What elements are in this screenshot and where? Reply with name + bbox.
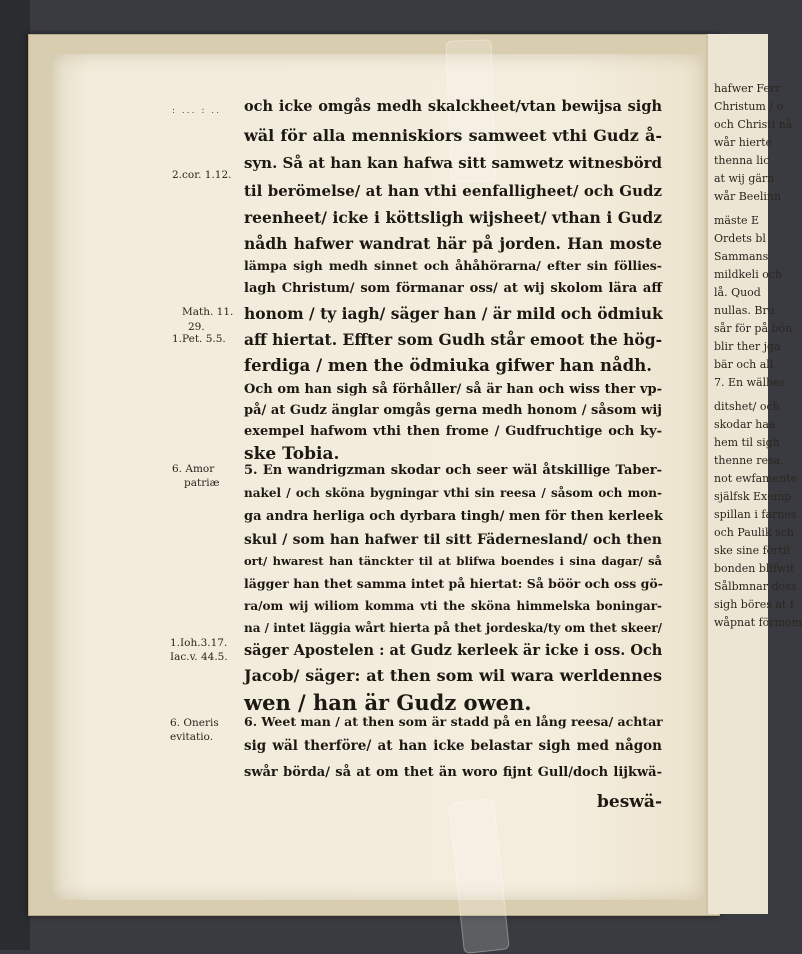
facing-page-line: hem til sigh — [714, 436, 780, 449]
facing-page-line: och Paulik sch — [714, 526, 795, 539]
text-line: exempel hafwom vthi then frome / Gudfruchtige och ky- — [244, 424, 662, 439]
facing-page-line: Christum / o — [714, 100, 784, 113]
facing-page-line: lå. Quod — [714, 286, 761, 299]
margin-note: 6. Oneris — [170, 717, 219, 729]
text-line: 5. En wandrigzman skodar och seer wäl åtskillige Taber- — [244, 463, 662, 478]
facing-page-line: spillan i farnes — [714, 508, 797, 521]
margin-note: Math. 11. — [182, 306, 234, 318]
facing-page-line: Sålbmnar doss — [714, 580, 797, 593]
text-line: nådh hafwer wandrat här på jorden. Han moste — [244, 234, 662, 253]
facing-page-line: ditshet/ och — [714, 400, 780, 413]
facing-page-line: ske sine förtil — [714, 544, 790, 557]
text-line: aff hiertat. Effter som Gudh står emoot the hög- — [244, 330, 663, 349]
text-line: na / intet läggia wårt hierta på thet jordeska/ty om thet skeer/ — [244, 621, 663, 635]
facing-page-line: nullas. Bru — [714, 304, 775, 317]
facing-page-line: wåpnat förmom — [714, 616, 802, 629]
facing-page — [706, 34, 802, 914]
text-line: lämpa sigh medh sinnet och åhåhörarna/ efter sin föllies- — [244, 258, 662, 273]
facing-page-line: skodar haa — [714, 418, 776, 431]
text-line: syn. Så at han kan hafwa sitt samwetz witnesbörd — [244, 154, 662, 172]
text-line: lagh Christum/ som förmanar oss/ at wij skolom lära aff — [244, 281, 662, 296]
text-line: säger Apostelen : at Gudz kerleek är icke i oss. Och — [244, 642, 663, 659]
facing-page-line: själfsk Exemp — [714, 490, 792, 503]
margin-note: evitatio. — [170, 731, 214, 743]
facing-page-line: och Christi nå — [714, 118, 793, 131]
text-line: på/ at Gudz änglar omgås gerna medh honom / såsom wij — [244, 403, 662, 418]
facing-page-line: wår Beelinn — [714, 190, 782, 203]
text-line: lägger han thet samma intet på hiertat: Så böör och oss gö- — [244, 576, 663, 591]
margin-note: Iac.v. 44.5. — [170, 651, 228, 663]
text-line: reenheet/ icke i köttsligh wijsheet/ vthan i Gudz — [244, 208, 662, 227]
facing-page-line: thenne resa. — [714, 454, 784, 467]
facing-page-line: Ordets bl — [714, 232, 766, 245]
facing-page-line: blir ther jga — [714, 340, 781, 353]
text-line: Jacob/ säger: at then som wil wara werldennes — [244, 666, 662, 685]
facing-page-line: 7. En wälbes — [714, 376, 786, 389]
text-line: ra/om wij wiliom komma vti the sköna himmelska boningar- — [244, 599, 662, 613]
text-line: honom / ty iagh/ säger han / är mild och ödmiuk — [244, 304, 663, 323]
text-line: ferdiga / men the ödmiuka gifwer han nådh. — [244, 356, 652, 375]
facing-page-line: sigh böres at f — [714, 598, 794, 611]
margin-note: 1.Ioh.3.17. — [170, 637, 228, 649]
backdrop — [0, 0, 30, 950]
text-line: 6. Weet man / at then som är stadd på en lång reesa/ achtar — [244, 714, 663, 729]
facing-page-line: mildkeli och — [714, 268, 783, 281]
margin-note: 6. Amor — [172, 463, 215, 475]
facing-page-line: bonden blifwit — [714, 562, 795, 575]
text-line: ske Tobia. — [244, 444, 340, 464]
facing-page-line: at wij gärn — [714, 172, 775, 185]
text-line: ga andra herliga och dyrbara tingh/ men för then kerleek — [244, 509, 663, 524]
text-line: sig wäl therföre/ at han icke belastar sigh med någon — [244, 738, 662, 754]
text-line: ort/ hwarest han tänckter til at blifwa boendes i sina dagar/ så — [244, 554, 662, 568]
facing-page-line: sår för på bön — [714, 322, 793, 335]
facing-page-line: not ewfamente — [714, 472, 798, 485]
facing-page-line: bär och all — [714, 358, 774, 371]
text-line: skul / som han hafwer til sitt Fädernesland/ och then — [244, 532, 662, 548]
page-marker: : ... : .. — [172, 106, 221, 116]
margin-note: 29. — [188, 321, 205, 333]
text-line: swår börda/ så at om thet än woro fijnt Gull/doch lijkwä- — [244, 765, 662, 780]
text-line: Och om han sigh så förhåller/ så är han och wiss ther vp- — [244, 382, 662, 397]
text-line: wäl för alla menniskiors samweet vthi Gudz å- — [244, 126, 662, 145]
facing-page-line: Sammans — [714, 250, 769, 263]
text-line: och icke omgås medh skalckheet/vtan bewijsa sigh — [244, 98, 662, 115]
facing-page-line: mäste E — [714, 214, 760, 227]
text-line: wen / han är Gudz owen. — [244, 690, 532, 715]
catchword: beswä- — [597, 792, 662, 812]
facing-page-line: thenna lic — [714, 154, 770, 167]
margin-note: patriæ — [184, 477, 220, 489]
margin-note: 2.cor. 1.12. — [172, 169, 232, 181]
facing-page-line: hafwer Ferr — [714, 82, 781, 95]
text-line: til berömelse/ at han vthi eenfalligheet/ och Gudz — [244, 182, 662, 200]
text-line: nakel / och sköna bygningar vthi sin reesa / såsom och mon- — [244, 486, 662, 500]
margin-note: 1.Pet. 5.5. — [172, 333, 226, 345]
facing-page-line: wår hierte — [714, 136, 773, 149]
